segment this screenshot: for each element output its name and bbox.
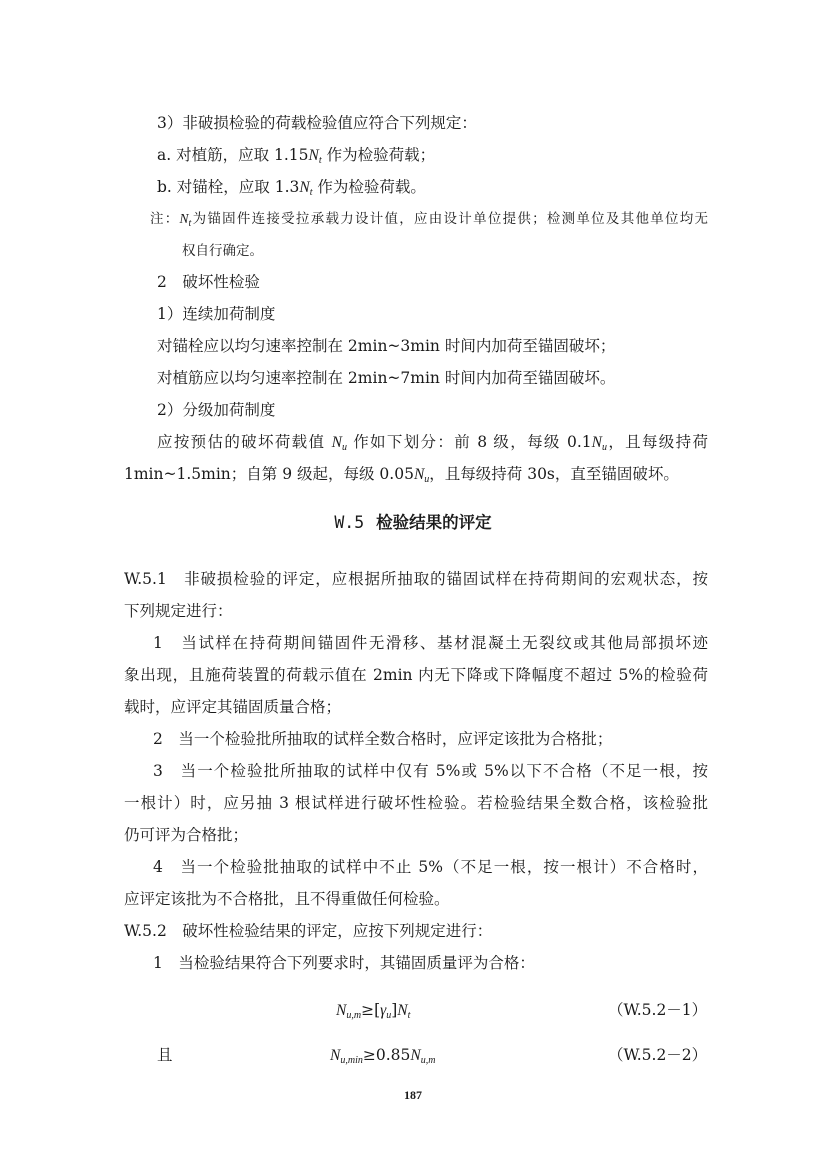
- item-1-line-3: [124, 697, 708, 717]
- text: W.5.1 非破损检验的评定，应根据所抽取的锚固试样在持荷期间的宏观状态，按: [124, 570, 708, 588]
- bracket: ]: [391, 1001, 398, 1019]
- text: 3）非破损检验的荷载检验值应符合下列规定：: [157, 114, 477, 132]
- section-number: W.5: [334, 513, 365, 532]
- text: W.5.2 破坏性检验结果的评定，应按下列规定进行：: [124, 922, 493, 940]
- formula-2: [330, 1045, 435, 1066]
- note-line-2: [182, 241, 708, 261]
- text: 应评定该批为不合格批，且不得重做任何检验。: [124, 890, 450, 908]
- line-rebar-rate: [157, 368, 708, 388]
- text: 2 当一个检验批所抽取的试样全数合格时，应评定该批为合格批；: [153, 730, 613, 748]
- text: 象出现，且施荷装置的荷载示值在 2min 内无下降或下降幅度不超过 5%的检验荷: [124, 666, 708, 684]
- symbol-n: N: [179, 211, 189, 226]
- text: 3 当一个检验批所抽取的试样中仅有 5%或 5%以下不合格（不足一根，按: [153, 762, 708, 780]
- symbol-n: N: [413, 466, 425, 483]
- text: 载时，应评定其锚固质量合格；: [124, 698, 342, 716]
- para-w52: [124, 921, 708, 941]
- text: 2 破坏性检验: [157, 273, 260, 291]
- text: 权自行确定。: [182, 243, 263, 259]
- text: （W.5.2－2）: [608, 1046, 708, 1064]
- symbol-n: N: [308, 147, 319, 164]
- text: 1 当试样在持荷期间锚固件无滑移、基材混凝土无裂纹或其他局部损坏迹: [153, 634, 708, 652]
- symbol-gamma: γ: [380, 1002, 387, 1019]
- symbol-n: N: [331, 434, 342, 451]
- subscript-t: t: [318, 155, 322, 166]
- page-number: 187: [404, 1088, 422, 1102]
- line-rebar-load: [157, 145, 708, 166]
- text: 作如下划分：前 8 级，每级 0.1: [353, 433, 592, 451]
- item-3-line-1: [153, 761, 708, 781]
- text: 仍可评为合格批；: [124, 826, 249, 844]
- subscript-t: t: [309, 187, 313, 198]
- text: 应按预估的破坏荷载值: [157, 433, 326, 451]
- text: 4 当一个检验批抽取的试样中不止 5%（不足一根，按一根计）不合格时，: [153, 858, 708, 876]
- symbol-n: N: [330, 1047, 341, 1064]
- item-2: [153, 729, 708, 749]
- text: 1）连续加荷制度: [157, 305, 276, 323]
- formula-2-prefix: [157, 1045, 173, 1065]
- symbol-n: N: [591, 434, 602, 451]
- symbol-n: N: [336, 1002, 347, 1019]
- subscript-u: u: [424, 474, 430, 485]
- operator: ≥[: [361, 1001, 381, 1019]
- text: 2）分级加荷制度: [157, 401, 276, 419]
- para-w51-line-1: [124, 569, 708, 589]
- subscript-u: u: [341, 442, 347, 452]
- text: a. 对植筋，应取 1.15: [157, 146, 309, 164]
- line-graded-loading: [157, 400, 708, 420]
- text: 对植筋应以均匀速率控制在 2min~7min 时间内加荷至锚固破坏。: [157, 369, 616, 387]
- subscript-t: t: [188, 218, 192, 229]
- item-4-line-1: [153, 857, 708, 877]
- line-anchor-load: [157, 177, 708, 198]
- formula-2-label: [608, 1045, 707, 1065]
- text: 且: [157, 1046, 173, 1064]
- symbol-n: N: [397, 1002, 408, 1019]
- text: 为锚固件连接受拉承载力设计值，应由设计单位提供；检测单位及其他单位均无: [191, 211, 708, 227]
- subscript-um: u,m: [346, 1010, 362, 1021]
- line-destructive-test: [157, 272, 708, 292]
- line-load-value-rule: [157, 113, 708, 133]
- subscript-u: u: [601, 442, 607, 452]
- symbol-n: N: [410, 1047, 421, 1064]
- note-line-1: [150, 209, 708, 229]
- section-title: 检验结果的评定: [376, 513, 492, 532]
- text: 一根计）时，应另抽 3 根试样进行破坏性检验。若检验结果全数合格，该检验批: [124, 794, 708, 812]
- text: （W.5.2－1）: [608, 1001, 708, 1019]
- text: 1min~1.5min；自第 9 级起，每级 0.05: [124, 465, 414, 483]
- section-heading: [0, 512, 826, 534]
- line-graded-steps-2: [124, 464, 708, 485]
- text: 对锚栓应以均匀速率控制在 2min~3min 时间内加荷至锚固破坏；: [157, 337, 616, 355]
- item-1-line-2: [124, 665, 708, 685]
- formula-1-label: [608, 1000, 707, 1020]
- text: 1 当检验结果符合下列要求时，其锚固质量评为合格：: [153, 954, 535, 972]
- text: ，且每级持荷 30s，直至锚固破坏。: [429, 465, 679, 483]
- text: 作为检验荷载；: [326, 146, 436, 164]
- line-anchor-rate: [157, 336, 708, 356]
- text: 下列规定进行：: [124, 602, 233, 620]
- item-1-line-1: [153, 633, 708, 653]
- operator: ≥0.85: [362, 1046, 411, 1064]
- item-3-line-3: [124, 825, 708, 845]
- subscript-u: u: [386, 1010, 392, 1021]
- para-w51-line-2: [124, 601, 708, 621]
- formula-1: [336, 1000, 410, 1021]
- text: b. 对锚栓，应取 1.3: [157, 178, 300, 196]
- line-continuous-loading: [157, 304, 708, 324]
- subscript-um: u,m: [420, 1055, 436, 1066]
- w52-item-1: [153, 953, 708, 973]
- text: 作为检验荷载。: [317, 178, 426, 196]
- text: ，且每级持荷: [606, 433, 708, 451]
- line-graded-steps-1: [157, 432, 708, 452]
- item-4-line-2: [124, 889, 708, 909]
- symbol-n: N: [299, 179, 310, 196]
- item-3-line-2: [124, 793, 708, 813]
- note-label: 注：: [150, 211, 180, 227]
- subscript-umin: u,min: [340, 1055, 363, 1066]
- subscript-t: t: [407, 1010, 411, 1021]
